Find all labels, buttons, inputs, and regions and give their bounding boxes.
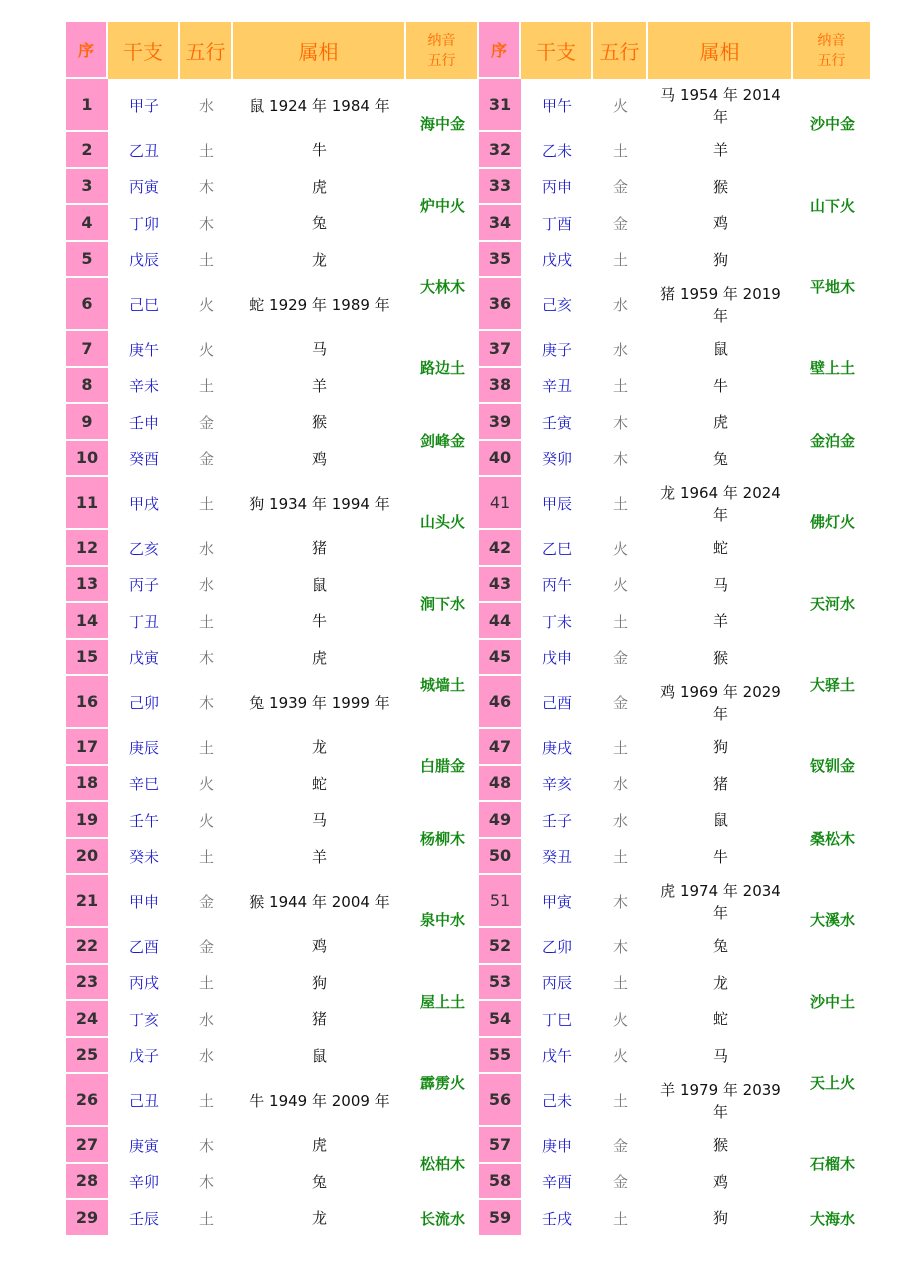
header-nayin-line2: 五行	[817, 52, 846, 69]
row-ganzhi: 己亥	[541, 296, 572, 314]
row-ganzhi: 己酉	[541, 694, 572, 712]
row-shuxiang: 猪	[311, 1010, 327, 1029]
row-seq: 49	[479, 802, 521, 839]
row-shuxiang: 羊	[712, 612, 728, 631]
header-wuxing: 五行	[593, 22, 648, 79]
row-ganzhi: 庚戌	[541, 738, 572, 757]
row-ganzhi: 乙酉	[128, 937, 159, 956]
row-wuxing: 水	[198, 576, 214, 595]
row-seq: 38	[479, 368, 521, 405]
row-ganzhi: 丁丑	[128, 612, 159, 631]
header-nayin	[406, 22, 479, 79]
row-wuxing: 土	[612, 848, 628, 867]
row-shuxiang: 马 1954 年 2014 年	[660, 85, 781, 126]
header-shuxiang: 属相	[233, 22, 406, 79]
row-shuxiang: 龙	[712, 973, 728, 992]
row-nayin: 杨柳木	[419, 830, 465, 848]
row-ganzhi: 甲申	[128, 893, 159, 911]
row-wuxing: 木	[198, 649, 214, 668]
row-seq: 6	[66, 278, 108, 331]
row-shuxiang: 虎	[311, 648, 327, 667]
row-shuxiang: 龙	[311, 738, 327, 757]
row-nayin: 桑松木	[809, 830, 855, 848]
row-seq: 45	[479, 640, 521, 677]
row-wuxing: 土	[612, 738, 628, 757]
row-seq: 40	[479, 441, 521, 478]
row-shuxiang: 鼠	[311, 1046, 327, 1065]
row-ganzhi: 庚辰	[128, 738, 159, 757]
row-ganzhi: 壬辰	[128, 1209, 159, 1228]
row-wuxing: 金	[612, 214, 628, 233]
row-shuxiang: 蛇	[311, 774, 327, 793]
row-nayin: 路边土	[419, 359, 465, 377]
row-ganzhi: 丁未	[541, 612, 572, 631]
header-seq: 序	[479, 22, 521, 79]
header-ganzhi: 干支	[108, 22, 180, 79]
row-nayin: 大海水	[809, 1209, 855, 1228]
row-wuxing: 木	[612, 937, 628, 956]
row-seq: 2	[66, 132, 108, 169]
row-ganzhi: 壬寅	[541, 413, 572, 432]
row-shuxiang: 马	[311, 340, 327, 359]
row-ganzhi: 辛巳	[128, 775, 159, 794]
row-wuxing: 木	[198, 178, 214, 197]
row-ganzhi: 乙卯	[541, 937, 572, 956]
row-shuxiang: 猴	[712, 177, 728, 196]
row-ganzhi: 戊戌	[541, 251, 572, 270]
row-wuxing: 金	[198, 937, 214, 956]
row-ganzhi: 丙子	[128, 576, 159, 595]
row-nayin: 白腊金	[419, 757, 465, 775]
row-wuxing: 水	[612, 340, 628, 359]
row-shuxiang: 牛 1949 年 2009 年	[249, 1091, 390, 1110]
row-wuxing: 金	[198, 893, 214, 911]
row-wuxing: 水	[612, 811, 628, 830]
row-seq: 22	[66, 928, 108, 965]
row-seq: 55	[479, 1038, 521, 1075]
row-shuxiang: 马	[712, 1046, 728, 1065]
row-seq: 31	[479, 79, 521, 132]
row-shuxiang: 鸡 1969 年 2029 年	[660, 682, 781, 723]
row-ganzhi: 己巳	[128, 296, 159, 314]
row-shuxiang: 羊	[311, 847, 327, 866]
row-seq: 27	[66, 1127, 108, 1164]
header-nayin-line2: 五行	[427, 52, 456, 69]
row-ganzhi: 庚寅	[128, 1136, 159, 1155]
row-nayin: 天河水	[809, 594, 855, 613]
row-seq: 8	[66, 368, 108, 405]
row-shuxiang: 鸡	[712, 214, 728, 233]
row-wuxing: 木	[198, 1173, 214, 1192]
row-seq: 3	[66, 169, 108, 206]
row-seq: 43	[479, 567, 521, 604]
row-ganzhi: 丁亥	[128, 1010, 159, 1029]
row-nayin: 涧下水	[419, 594, 465, 613]
row-nayin: 沙中金	[809, 115, 855, 134]
row-ganzhi: 甲戌	[128, 495, 159, 513]
row-wuxing: 火	[612, 1010, 628, 1029]
row-seq: 10	[66, 441, 108, 478]
row-wuxing: 火	[612, 576, 628, 595]
row-seq: 18	[66, 766, 108, 803]
row-ganzhi: 癸卯	[541, 450, 572, 469]
row-seq: 54	[479, 1001, 521, 1038]
row-shuxiang: 鼠	[712, 811, 728, 830]
row-wuxing: 木	[198, 1136, 214, 1155]
row-seq: 20	[66, 839, 108, 876]
row-wuxing: 土	[198, 141, 214, 160]
row-shuxiang: 兔	[712, 449, 728, 468]
row-shuxiang: 虎 1974 年 2034 年	[660, 881, 781, 922]
row-ganzhi: 甲辰	[541, 495, 572, 513]
row-wuxing: 土	[612, 251, 628, 270]
row-wuxing: 土	[198, 612, 214, 631]
row-shuxiang: 鼠	[712, 340, 728, 359]
row-ganzhi: 戊申	[541, 649, 572, 668]
header-ganzhi: 干支	[521, 22, 593, 79]
row-shuxiang: 狗 1934 年 1994 年	[249, 494, 390, 513]
row-ganzhi: 戊子	[128, 1047, 159, 1066]
row-wuxing: 木	[612, 893, 628, 911]
row-seq: 17	[66, 729, 108, 766]
row-seq: 15	[66, 640, 108, 677]
row-seq: 51	[479, 875, 521, 928]
row-seq: 33	[479, 169, 521, 206]
row-seq: 42	[479, 530, 521, 567]
row-ganzhi: 壬戌	[541, 1209, 572, 1228]
row-seq: 13	[66, 567, 108, 604]
row-ganzhi: 丁酉	[541, 214, 572, 233]
row-seq: 19	[66, 802, 108, 839]
row-seq: 35	[479, 242, 521, 279]
row-shuxiang: 兔	[311, 214, 327, 233]
row-ganzhi: 甲寅	[541, 893, 572, 911]
row-seq: 50	[479, 839, 521, 876]
row-nayin: 佛灯火	[809, 513, 855, 532]
row-nayin: 壁上土	[809, 359, 855, 377]
row-ganzhi: 壬午	[128, 811, 159, 830]
row-shuxiang: 虎	[311, 1136, 327, 1155]
row-seq: 53	[479, 965, 521, 1002]
row-nayin: 山头火	[419, 513, 465, 532]
row-wuxing: 水	[198, 1010, 214, 1029]
row-wuxing: 土	[612, 377, 628, 396]
header-nayin-line1: 纳音	[427, 32, 456, 49]
row-wuxing: 木	[612, 450, 628, 469]
row-seq: 44	[479, 603, 521, 640]
row-nayin: 海中金	[419, 115, 465, 134]
row-ganzhi: 己未	[541, 1092, 572, 1110]
row-shuxiang: 蛇	[712, 1010, 728, 1029]
row-shuxiang: 蛇 1929 年 1989 年	[249, 295, 390, 314]
row-nayin: 沙中土	[809, 992, 855, 1011]
row-nayin: 松柏木	[419, 1155, 465, 1173]
row-ganzhi: 癸酉	[128, 450, 159, 469]
row-ganzhi: 乙亥	[128, 539, 159, 558]
row-wuxing: 木	[612, 413, 628, 432]
row-ganzhi: 丙戌	[128, 974, 159, 993]
row-wuxing: 火	[612, 97, 628, 115]
row-wuxing: 土	[198, 251, 214, 270]
row-wuxing: 木	[198, 694, 214, 712]
row-shuxiang: 狗	[311, 973, 327, 992]
row-seq: 58	[479, 1164, 521, 1201]
row-ganzhi: 癸丑	[541, 848, 572, 867]
row-shuxiang: 猪	[311, 539, 327, 558]
row-wuxing: 金	[198, 413, 214, 432]
row-shuxiang: 狗	[712, 1209, 728, 1228]
row-shuxiang: 龙	[311, 1209, 327, 1228]
row-ganzhi: 癸未	[128, 848, 159, 867]
row-wuxing: 水	[198, 1047, 214, 1066]
row-ganzhi: 庚午	[128, 340, 159, 359]
row-ganzhi: 乙未	[541, 141, 572, 160]
row-shuxiang: 猪	[712, 774, 728, 793]
row-shuxiang: 牛	[712, 376, 728, 395]
row-nayin: 城墙土	[419, 675, 465, 694]
row-ganzhi: 辛酉	[541, 1173, 572, 1192]
row-shuxiang: 鼠	[311, 575, 327, 594]
row-shuxiang: 虎	[712, 413, 728, 432]
row-ganzhi: 壬申	[128, 413, 159, 432]
row-seq: 41	[479, 477, 521, 530]
row-seq: 14	[66, 603, 108, 640]
row-shuxiang: 牛	[311, 141, 327, 160]
row-shuxiang: 牛	[712, 847, 728, 866]
row-wuxing: 火	[198, 296, 214, 314]
row-wuxing: 土	[198, 848, 214, 867]
row-ganzhi: 壬子	[541, 811, 572, 830]
row-nayin: 金泊金	[809, 432, 855, 450]
row-wuxing: 土	[612, 495, 628, 513]
row-ganzhi: 庚子	[541, 340, 572, 359]
row-shuxiang: 兔	[712, 937, 728, 956]
row-seq: 48	[479, 766, 521, 803]
row-wuxing: 水	[612, 296, 628, 314]
row-shuxiang: 羊 1979 年 2039 年	[660, 1080, 781, 1121]
row-seq: 47	[479, 729, 521, 766]
row-wuxing: 火	[198, 340, 214, 359]
row-wuxing: 水	[198, 97, 214, 115]
row-nayin: 炉中火	[419, 196, 465, 215]
row-shuxiang: 羊	[311, 376, 327, 395]
row-ganzhi: 辛未	[128, 377, 159, 396]
row-seq: 16	[66, 676, 108, 729]
row-ganzhi: 甲子	[128, 97, 159, 115]
row-wuxing: 金	[612, 649, 628, 668]
row-wuxing: 水	[198, 539, 214, 558]
row-nayin: 山下火	[809, 196, 855, 215]
header-wuxing: 五行	[180, 22, 233, 79]
row-seq: 46	[479, 676, 521, 729]
row-shuxiang: 牛	[311, 612, 327, 631]
row-seq: 23	[66, 965, 108, 1002]
row-ganzhi: 己卯	[128, 694, 159, 712]
row-seq: 4	[66, 205, 108, 242]
row-shuxiang: 鸡	[712, 1172, 728, 1191]
row-seq: 36	[479, 278, 521, 331]
row-shuxiang: 猴	[712, 648, 728, 667]
row-ganzhi: 己丑	[128, 1092, 159, 1110]
row-shuxiang: 猴 1944 年 2004 年	[249, 892, 390, 911]
row-nayin: 平地木	[809, 277, 855, 296]
row-nayin: 石榴木	[809, 1155, 855, 1173]
row-ganzhi: 丁巳	[541, 1010, 572, 1029]
row-seq: 9	[66, 404, 108, 441]
row-ganzhi: 戊午	[541, 1047, 572, 1066]
row-seq: 29	[66, 1200, 108, 1237]
row-ganzhi: 辛亥	[541, 775, 572, 794]
row-wuxing: 土	[198, 738, 214, 757]
row-wuxing: 土	[612, 612, 628, 631]
row-seq: 1	[66, 79, 108, 132]
row-seq: 28	[66, 1164, 108, 1201]
row-nayin: 长流水	[419, 1209, 465, 1228]
row-nayin: 钗钏金	[809, 757, 855, 775]
row-wuxing: 金	[612, 1173, 628, 1192]
row-shuxiang: 狗	[712, 738, 728, 757]
row-ganzhi: 丙申	[541, 178, 572, 197]
row-wuxing: 土	[198, 377, 214, 396]
row-seq: 12	[66, 530, 108, 567]
row-nayin: 大驿土	[809, 675, 855, 694]
row-shuxiang: 羊	[712, 141, 728, 160]
row-ganzhi: 戊辰	[128, 251, 159, 270]
row-nayin: 霹雳火	[419, 1073, 465, 1092]
row-wuxing: 土	[612, 141, 628, 160]
row-shuxiang: 猴	[712, 1136, 728, 1155]
row-wuxing: 火	[612, 539, 628, 558]
row-seq: 7	[66, 331, 108, 368]
row-shuxiang: 鼠 1924 年 1984 年	[249, 96, 390, 115]
header-shuxiang: 属相	[648, 22, 793, 79]
row-seq: 26	[66, 1074, 108, 1127]
row-ganzhi: 辛卯	[128, 1173, 159, 1192]
row-ganzhi: 庚申	[541, 1136, 572, 1155]
row-shuxiang: 马	[311, 811, 327, 830]
row-ganzhi: 辛丑	[541, 377, 572, 396]
row-wuxing: 火	[198, 775, 214, 794]
row-ganzhi: 丁卯	[128, 214, 159, 233]
row-shuxiang: 兔	[311, 1172, 327, 1191]
row-nayin: 大溪水	[809, 911, 855, 930]
row-nayin: 剑峰金	[419, 432, 465, 450]
row-seq: 5	[66, 242, 108, 279]
row-wuxing: 土	[198, 1209, 214, 1228]
row-nayin: 泉中水	[419, 911, 465, 930]
row-seq: 32	[479, 132, 521, 169]
row-shuxiang: 狗	[712, 250, 728, 269]
row-seq: 21	[66, 875, 108, 928]
row-wuxing: 火	[198, 811, 214, 830]
row-ganzhi: 乙巳	[541, 539, 572, 558]
row-wuxing: 金	[198, 450, 214, 469]
row-seq: 52	[479, 928, 521, 965]
row-wuxing: 金	[612, 178, 628, 197]
header-seq: 序	[66, 22, 108, 79]
row-wuxing: 土	[612, 1209, 628, 1228]
row-seq: 57	[479, 1127, 521, 1164]
header-nayin	[793, 22, 872, 79]
row-shuxiang: 猴	[311, 413, 327, 432]
row-ganzhi: 乙丑	[128, 141, 159, 160]
row-seq: 37	[479, 331, 521, 368]
row-nayin: 屋上土	[419, 992, 465, 1011]
row-shuxiang: 蛇	[712, 539, 728, 558]
row-wuxing: 土	[198, 1092, 214, 1110]
row-seq: 39	[479, 404, 521, 441]
row-seq: 34	[479, 205, 521, 242]
row-seq: 56	[479, 1074, 521, 1127]
row-ganzhi: 甲午	[541, 97, 572, 115]
row-ganzhi: 丙寅	[128, 178, 159, 197]
row-ganzhi: 丙午	[541, 576, 572, 595]
row-nayin: 天上火	[809, 1073, 855, 1092]
row-seq: 11	[66, 477, 108, 530]
row-shuxiang: 虎	[311, 177, 327, 196]
row-ganzhi: 戊寅	[128, 649, 159, 668]
row-ganzhi: 丙辰	[541, 974, 572, 993]
row-shuxiang: 兔 1939 年 1999 年	[249, 693, 390, 712]
row-shuxiang: 龙	[311, 250, 327, 269]
row-seq: 24	[66, 1001, 108, 1038]
row-shuxiang: 猪 1959 年 2019 年	[660, 284, 781, 325]
row-wuxing: 火	[612, 1047, 628, 1066]
row-wuxing: 土	[198, 974, 214, 993]
row-shuxiang: 马	[712, 575, 728, 594]
row-shuxiang: 龙 1964 年 2024 年	[660, 483, 781, 524]
row-wuxing: 土	[198, 495, 214, 513]
row-wuxing: 土	[612, 1092, 628, 1110]
row-wuxing: 木	[198, 214, 214, 233]
row-wuxing: 水	[612, 775, 628, 794]
row-seq: 25	[66, 1038, 108, 1075]
row-shuxiang: 鸡	[311, 449, 327, 468]
row-nayin: 大林木	[419, 277, 465, 296]
header-nayin-line1: 纳音	[817, 32, 846, 49]
row-wuxing: 金	[612, 694, 628, 712]
row-shuxiang: 鸡	[311, 937, 327, 956]
row-wuxing: 土	[612, 974, 628, 993]
row-wuxing: 金	[612, 1136, 628, 1155]
row-seq: 59	[479, 1200, 521, 1237]
